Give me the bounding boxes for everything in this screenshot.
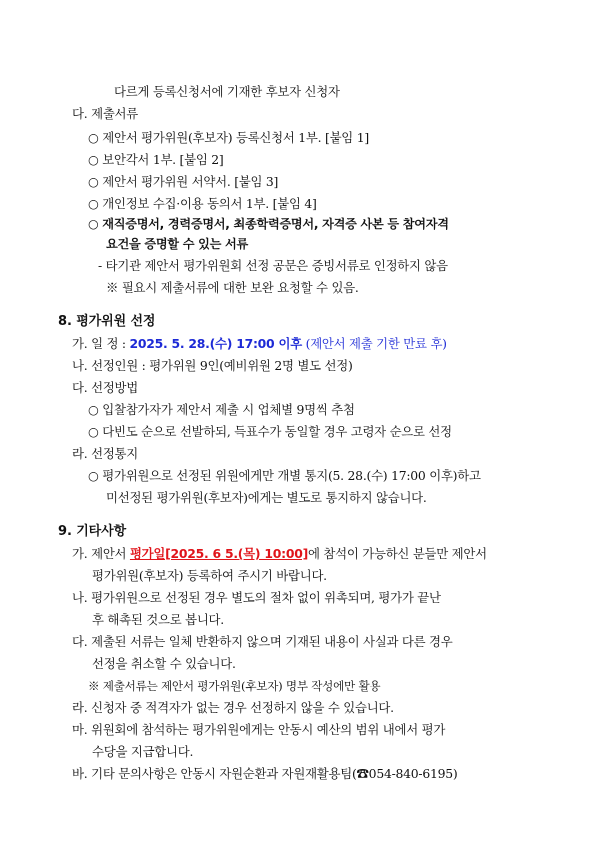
note-supplement: ※ 필요시 제출서류에 대한 보완 요청할 수 있음. [106, 280, 359, 295]
documents-return-line: 다. 제출된 서류는 일체 반환하지 않으며 기재된 내용이 사실과 다른 경우 [72, 634, 453, 649]
doc-item-security-pledge: ○ 보안각서 1부. [붙임 2] [88, 152, 224, 167]
method-item-lottery: ○ 입찰참가자가 제안서 제출 시 업체별 9명씩 추첨 [88, 402, 355, 417]
doc-item-oath: ○ 제안서 평가위원 서약서. [붙임 3] [88, 174, 279, 189]
evaluation-day-cont: 평가위원(후보자) 등록하여 주시기 바랍니다. [92, 568, 327, 583]
doc-item-registration: ○ 제안서 평가위원(후보자) 등록신청서 1부. [붙임 1] [88, 130, 369, 145]
schedule-label: 가. 일 정 : [72, 336, 130, 351]
selection-count: 나. 선정인원 : 평가위원 9인(예비위원 2명 별도 선정) [72, 358, 353, 373]
note-other-agency: - 타기관 제안서 평가위원회 선정 공문은 증빙서류로 인정하지 않음 [98, 258, 448, 273]
evaluation-day-suffix: 에 참석이 가능하신 분들만 제안서 [308, 546, 487, 561]
allowance-cont: 수당을 지급합니다. [92, 744, 194, 759]
section-8-title: 8. 평가위원 선정 [58, 314, 156, 329]
notification-heading: 라. 선정통지 [72, 446, 138, 461]
documents-usage-note: ※ 제출서류는 제안서 평가위원(후보자) 명부 작성에만 활용 [88, 679, 381, 693]
evaluation-day-line [72, 546, 487, 562]
submission-docs-heading: 다. 제출서류 [72, 106, 138, 121]
evaluation-day-prefix: 가. 제안서 [72, 546, 130, 561]
selection-method-heading: 다. 선정방법 [72, 380, 138, 395]
evaluation-day-date: 평가일[2025. 6 5.(목) 10:00] [129, 546, 309, 561]
doc-item-certificates-cont: 요건을 증명할 수 있는 서류 [106, 237, 248, 251]
notification-item: ○ 평가위원으로 선정된 위원에게만 개별 통지(5. 28.(수) 17:00 이후)하고 [88, 468, 481, 483]
contact-line: 바. 기타 문의사항은 안동시 자원순환과 자원재활용팀(☎054-840-6195) [72, 766, 458, 781]
continuation-line: 다르게 등록신청서에 기재한 후보자 신청자 [114, 84, 340, 99]
section-9-title: 9. 기타사항 [58, 524, 127, 539]
doc-item-privacy-consent: ○ 개인정보 수집·이용 동의서 1부. [붙임 4] [88, 196, 317, 211]
documents-return-cont: 선정을 취소할 수 있습니다. [92, 656, 236, 671]
method-item-frequency: ○ 다빈도 순으로 선발하되, 득표수가 동일할 경우 고령자 순으로 선정 [88, 424, 452, 439]
no-qualified-line: 라. 신청자 중 적격자가 없는 경우 선정하지 않을 수 있습니다. [72, 700, 394, 715]
schedule-line [72, 336, 447, 352]
allowance-line: 마. 위원회에 참석하는 평가위원에게는 안동시 예산의 범위 내에서 평가 [72, 722, 446, 737]
appointment-cont: 후 해촉된 것으로 봅니다. [92, 612, 224, 627]
schedule-note: (제안서 제출 기한 만료 후) [301, 336, 447, 351]
schedule-date: 2025. 5. 28.(수) 17:00 이후 [129, 336, 302, 351]
appointment-line: 나. 평가위원으로 선정된 경우 별도의 절차 없이 위촉되며, 평가가 끝난 [72, 590, 441, 605]
doc-item-certificates: ○ 재직증명서, 경력증명서, 최종학력증명서, 자격증 사본 등 참여자격 [88, 217, 449, 231]
notification-item-cont: 미선정된 평가위원(후보자)에게는 별도로 통지하지 않습니다. [106, 490, 427, 505]
